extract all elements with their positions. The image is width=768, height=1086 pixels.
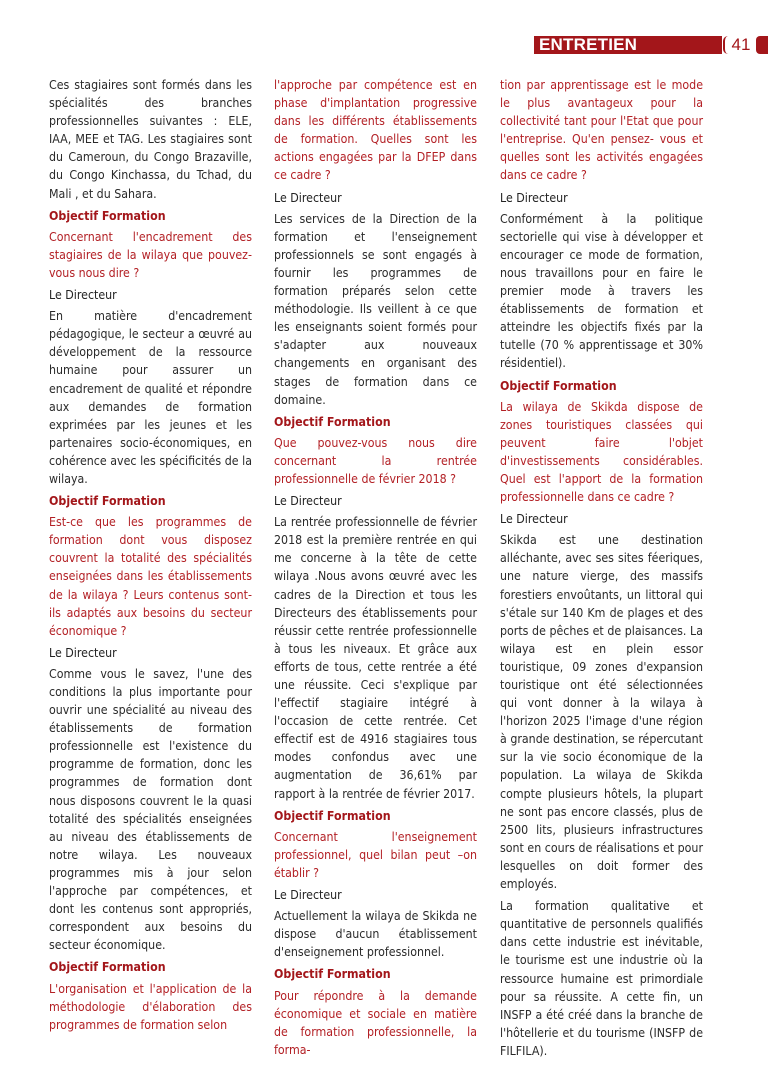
speaker-label: Le Directeur: [49, 288, 117, 303]
page-number: 41: [731, 35, 751, 54]
answer-text: La rentrée professionnelle de février 2018 est la première rentrée en qui me concerne à la tête de cette wilaya .Nous avons œuvré avec les cadres de la Direction et tous les Directeurs des établissements pour réussir cette rentrée professionnelle à tous les niveaux. Et grâce aux efforts de tous, cette rentrée a été une réussite. Ceci s'explique par l'effectif stagiaire intégré à l'occasion de cette rentrée. Cet effectif est de 4916 stagiaires tous modes confondus avec une augmentation de 36,61% par rapport à la rentrée de février 2017.: [274, 515, 477, 801]
question-text: Concernant l'encadrement des stagiaires de la wilaya que pouvez-vous nous dire ?: [49, 229, 252, 280]
interviewer-label: Objectif Formation: [274, 414, 391, 429]
speaker-label: Le Directeur: [274, 494, 342, 509]
question-text: Est-ce que les programmes de formation dont vous disposez couvrent la totalité des spécialités enseignées dans les établissements de la wilaya ? Leurs contenus sont-ils adaptés aux besoins du secteur économique ?: [49, 515, 252, 638]
column-2: [274, 76, 477, 1063]
answer-text: Ces stagiaires sont formés dans les spécialités des branches professionnelles suivantes : ELE, IAA, MEE et TAG. Les stagiaires sont du Cameroun, du Congo Brazaville, du Congo Kinchassa, du Tchad, du Mali , et du Sahara.: [49, 78, 252, 201]
speaker-label: Le Directeur: [274, 190, 342, 205]
interviewer-label: Objectif Formation: [49, 494, 166, 509]
question-text: Pour répondre à la demande économique et sociale en matière de formation professionnelle, la forma-: [274, 988, 477, 1057]
interviewer-label: Objectif Formation: [274, 808, 391, 823]
column-1: [49, 76, 252, 1038]
interviewer-label: Objectif Formation: [49, 960, 166, 975]
speaker-label: Le Directeur: [500, 512, 568, 527]
answer-text: Les services de la Direction de la formation et l'enseignement professionnels se sont engagés à fournir les programmes de formation préparés selon cette méthodologie. Ils veillent à ce que les enseignants soient formés pour s'adapter aux nouveaux changements en organisant des stages de formation dans ce domaine.: [274, 211, 477, 407]
question-text: Que pouvez-vous nous dire concernant la rentrée professionnelle de février 2018 ?: [274, 435, 477, 486]
answer-text: Skikda est une destination alléchante, avec ses sites féeriques, une nature vierge, des massifs forestiers envoûtants, un littoral qui s'étale sur 140 Km de plages et des ports de pêches et de plaisances. La wilaya est en plein essor touristique, 09 zones d'expansion touristique ont été sélectionnées qui vont donner à la wilaya à l'horizon 2025 l'image d'une région à grande destination, se répercutant sur la vie socio économique de la population. La wilaya de Skikda compte plusieurs hôtels, la plupart ne sont pas encore classés, plus de 2500 lits, plusieurs infrastructures sont en cours de réalisations et pour lesquelles on doit former des employés.: [500, 533, 703, 892]
page-bracket-right: [756, 36, 768, 54]
question-text: l'approche par compétence est en phase d'implantation progressive dans les différents établissements de formation. Quelles sont les actions engagées par la DFEP dans ce cadre ?: [274, 78, 477, 183]
interviewer-label: Objectif Formation: [500, 378, 617, 393]
section-header-bar: [534, 36, 722, 54]
interviewer-label: Objectif Formation: [274, 967, 391, 982]
speaker-label: Le Directeur: [274, 888, 342, 903]
section-title: ENTRETIEN: [539, 35, 638, 54]
answer-text: En matière d'encadrement pédagogique, le secteur a œuvré au développement de la ressource humaine pour assurer un encadrement de qualité et répondre aux demandes de formation exprimées par les jeunes et les partenaires socio-économiques, en cohérence avec les spécificités de la wilaya.: [49, 309, 252, 486]
speaker-label: Le Directeur: [500, 190, 568, 205]
question-text: Concernant l'enseignement professionnel, quel bilan peut –on établir ?: [274, 829, 477, 880]
section-header: [534, 36, 768, 54]
answer-text: Actuellement la wilaya de Skikda ne dispose d'aucun établissement d'enseignement professionnel.: [274, 909, 477, 960]
column-3: [500, 76, 703, 1064]
answer-text: Conformément à la politique sectorielle qui vise à développer et encourager ce mode de formation, nous travaillons pour en faire le premier mode à travers les établissements de formation et atteindre les objectifs fixés par la tutelle (70 % apprentissage et 30% résidentiel).: [500, 211, 703, 371]
interviewer-label: Objectif Formation: [49, 208, 166, 223]
question-text: tion par apprentissage est le mode le plus avantageux pour la collectivité tant pour l'Etat que pour l'entreprise. Qu'en pensez- vous et quelles sont les activités engagées dans ce cadre ?: [500, 78, 703, 183]
answer-text: Comme vous le savez, l'une des conditions la plus importante pour ouvrir une spécialité au niveau des établissements de formation professionnelle est l'existence du programme de formation, donc les programmes de formation dont nous disposons couvrent le la quasi totalité des spécialités enseignées au niveau des établissements de notre wilaya. Les nouveaux programmes mis à jour selon l'approche par compétences, et dont les contenus sont appropriés, correspondent aux besoins du secteur économique.: [49, 666, 252, 953]
answer-text: La formation qualitative et quantitative de personnels qualifiés dans cette industrie est inévitable, le tourisme est une industrie où la ressource humaine est primordiale pour sa réussite. A cette fin, un INSFP a été créé dans la branche de l'hôtellerie et du tourisme (INSFP de FILFILA).: [500, 899, 703, 1058]
speaker-label: Le Directeur: [49, 645, 117, 660]
question-text: La wilaya de Skikda dispose de zones touristiques classées qui peuvent faire l'objet d'investissements considérables. Quel est l'apport de la formation professionnelle dans ce cadre ?: [500, 399, 703, 505]
question-text: L'organisation et l'application de la méthodologie d'élaboration des programmes de formation selon: [49, 981, 252, 1032]
